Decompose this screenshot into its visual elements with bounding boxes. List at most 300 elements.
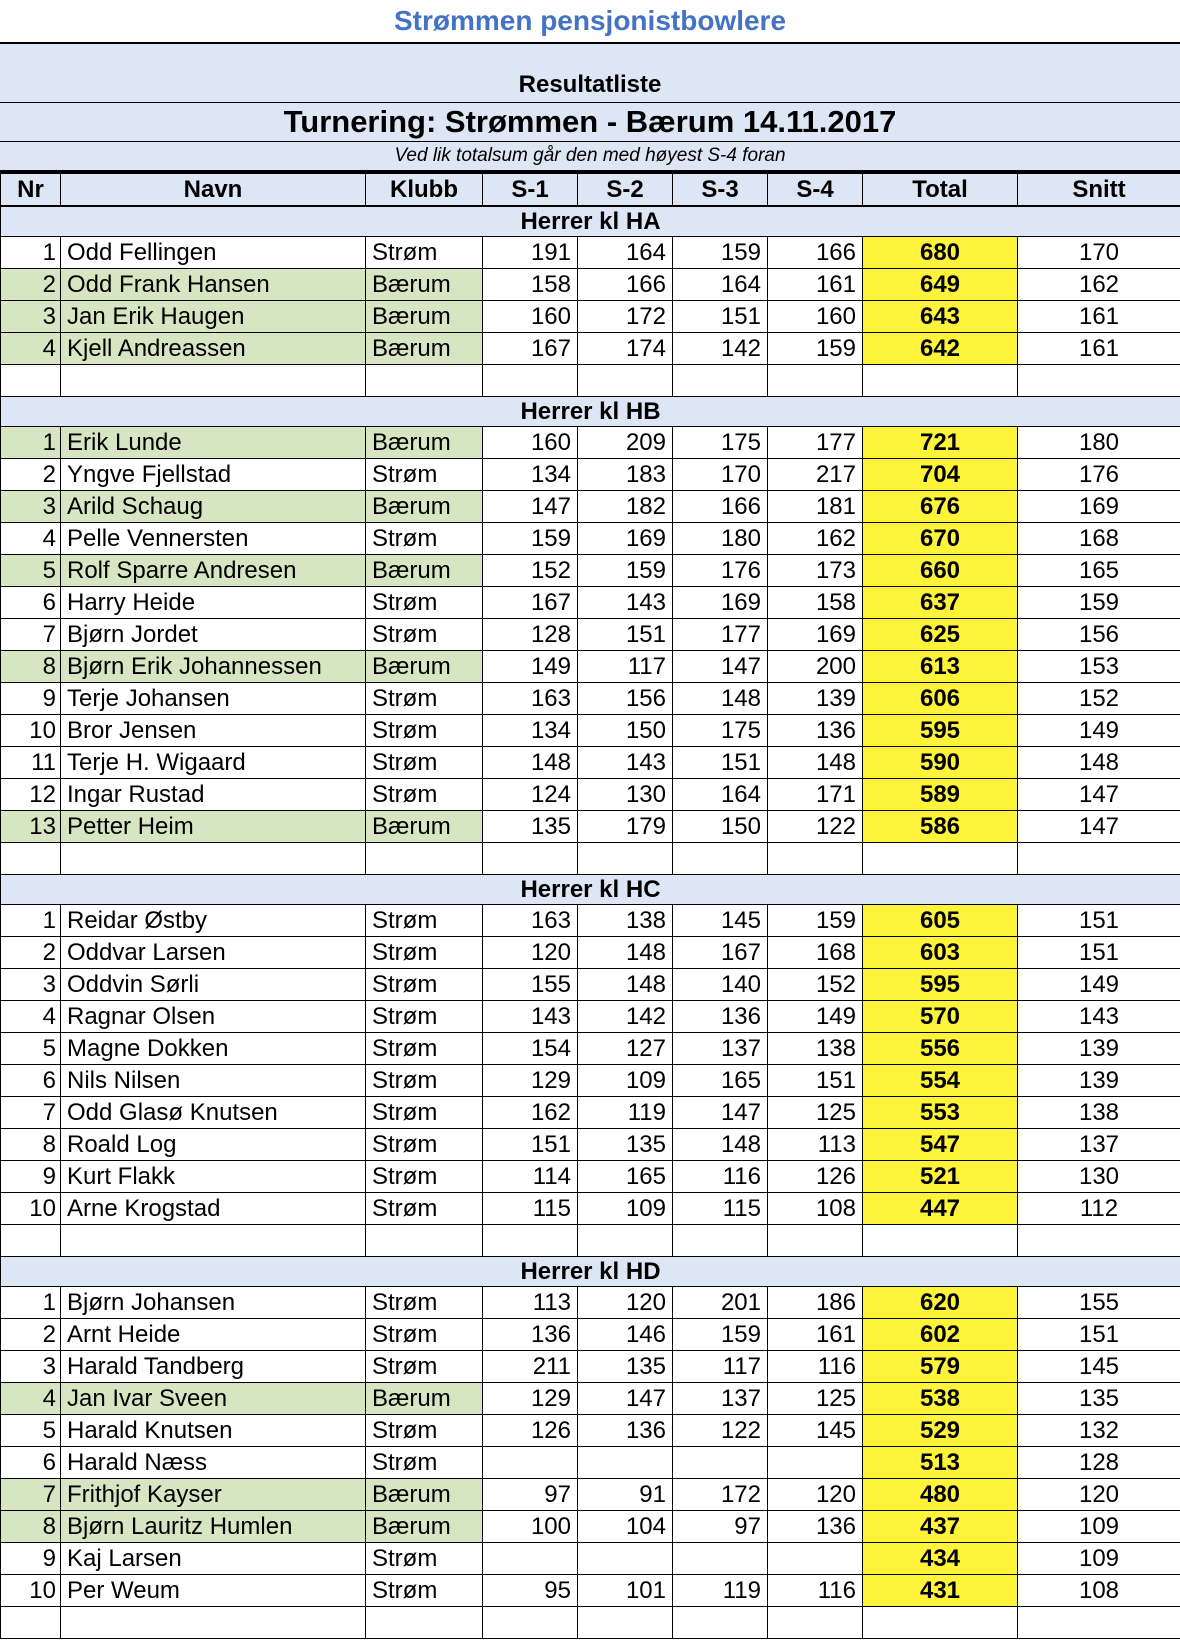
- cell-s4: 108: [768, 1193, 863, 1225]
- cell-klubb: Strøm: [366, 1193, 483, 1225]
- cell-s2: [578, 1447, 673, 1479]
- cell-s2: 148: [578, 937, 673, 969]
- cell-s3: 122: [673, 1415, 768, 1447]
- club-title: Strømmen pensjonistbowlere: [393, 5, 787, 36]
- cell-navn: Jan Erik Haugen: [61, 301, 366, 333]
- cell-s2: 156: [578, 683, 673, 715]
- cell-snitt: 147: [1018, 779, 1180, 811]
- table-row: [1, 301, 1180, 333]
- table-row: [1, 523, 1180, 555]
- cell-s3: [673, 1543, 768, 1575]
- cell-s1: 155: [483, 969, 578, 1001]
- empty-cell: [673, 1225, 768, 1257]
- empty-cell: [768, 1225, 863, 1257]
- spacer-row: [1, 843, 1180, 875]
- table-row: [1, 1543, 1180, 1575]
- cell-klubb: Strøm: [366, 1001, 483, 1033]
- group-title: Herrer kl HC: [1, 875, 1180, 905]
- cell-klubb: Strøm: [366, 969, 483, 1001]
- cell-nr: 1: [1, 237, 61, 269]
- cell-s1: 159: [483, 523, 578, 555]
- empty-cell: [863, 843, 1018, 875]
- group-title: Herrer kl HA: [1, 206, 1180, 237]
- cell-s1: 129: [483, 1383, 578, 1415]
- tiebreak-note-row: [0, 142, 1180, 170]
- cell-nr: 4: [1, 1001, 61, 1033]
- cell-klubb: Strøm: [366, 1161, 483, 1193]
- cell-total: 642: [863, 333, 1018, 365]
- empty-cell: [366, 843, 483, 875]
- cell-s2: 109: [578, 1193, 673, 1225]
- cell-s1: 158: [483, 269, 578, 301]
- cell-snitt: 176: [1018, 459, 1180, 491]
- cell-s2: [578, 1543, 673, 1575]
- cell-s1: 143: [483, 1001, 578, 1033]
- cell-total: 553: [863, 1097, 1018, 1129]
- empty-cell: [578, 843, 673, 875]
- cell-nr: 3: [1, 1351, 61, 1383]
- cell-s1: 100: [483, 1511, 578, 1543]
- table-row: [1, 1193, 1180, 1225]
- cell-nr: 1: [1, 905, 61, 937]
- cell-navn: Pelle Vennersten: [61, 523, 366, 555]
- cell-s1: 113: [483, 1287, 578, 1319]
- cell-s3: 140: [673, 969, 768, 1001]
- cell-s2: 151: [578, 619, 673, 651]
- cell-navn: Bjørn Jordet: [61, 619, 366, 651]
- table-row: [1, 715, 1180, 747]
- cell-s1: 191: [483, 237, 578, 269]
- cell-s2: 101: [578, 1575, 673, 1607]
- cell-klubb: Bærum: [366, 1479, 483, 1511]
- cell-s2: 182: [578, 491, 673, 523]
- cell-s3: 150: [673, 811, 768, 843]
- cell-total: 595: [863, 715, 1018, 747]
- spacer-row: [1, 365, 1180, 397]
- cell-total: 603: [863, 937, 1018, 969]
- cell-snitt: 151: [1018, 1319, 1180, 1351]
- cell-s1: 134: [483, 715, 578, 747]
- cell-total: 602: [863, 1319, 1018, 1351]
- cell-total: 437: [863, 1511, 1018, 1543]
- cell-s4: 152: [768, 969, 863, 1001]
- cell-klubb: Strøm: [366, 1319, 483, 1351]
- cell-total: 547: [863, 1129, 1018, 1161]
- cell-nr: 6: [1, 587, 61, 619]
- table-row: [1, 1383, 1180, 1415]
- cell-total: 625: [863, 619, 1018, 651]
- cell-snitt: 135: [1018, 1383, 1180, 1415]
- cell-s3: 159: [673, 237, 768, 269]
- cell-s4: 136: [768, 715, 863, 747]
- cell-s4: 186: [768, 1287, 863, 1319]
- cell-navn: Erik Lunde: [61, 427, 366, 459]
- cell-s2: 179: [578, 811, 673, 843]
- cell-snitt: 147: [1018, 811, 1180, 843]
- cell-navn: Harald Tandberg: [61, 1351, 366, 1383]
- cell-snitt: 145: [1018, 1351, 1180, 1383]
- cell-s4: 113: [768, 1129, 863, 1161]
- cell-total: 680: [863, 237, 1018, 269]
- cell-total: 579: [863, 1351, 1018, 1383]
- col-header-snitt: Snitt: [1018, 173, 1180, 206]
- cell-s3: 169: [673, 587, 768, 619]
- cell-s3: [673, 1447, 768, 1479]
- table-row: [1, 937, 1180, 969]
- empty-cell: [863, 365, 1018, 397]
- cell-s1: 167: [483, 587, 578, 619]
- cell-snitt: 161: [1018, 333, 1180, 365]
- cell-nr: 2: [1, 937, 61, 969]
- cell-snitt: 168: [1018, 523, 1180, 555]
- group-header-row: [1, 397, 1180, 427]
- cell-s1: 162: [483, 1097, 578, 1129]
- cell-snitt: 159: [1018, 587, 1180, 619]
- cell-klubb: Bærum: [366, 811, 483, 843]
- cell-nr: 4: [1, 523, 61, 555]
- cell-s1: 211: [483, 1351, 578, 1383]
- cell-s4: 120: [768, 1479, 863, 1511]
- cell-snitt: 170: [1018, 237, 1180, 269]
- cell-snitt: 169: [1018, 491, 1180, 523]
- cell-total: 590: [863, 747, 1018, 779]
- table-row: [1, 1129, 1180, 1161]
- table-row: [1, 779, 1180, 811]
- empty-cell: [61, 1607, 366, 1639]
- tiebreak-note: Ved lik totalsum går den med høyest S-4 foran: [394, 145, 786, 166]
- cell-klubb: Strøm: [366, 1033, 483, 1065]
- cell-total: 570: [863, 1001, 1018, 1033]
- table-row: [1, 1447, 1180, 1479]
- table-row: [1, 969, 1180, 1001]
- cell-navn: Roald Log: [61, 1129, 366, 1161]
- tournament-row: [0, 103, 1180, 142]
- subtitle-row: [0, 44, 1180, 103]
- cell-klubb: Strøm: [366, 1415, 483, 1447]
- empty-cell: [366, 1225, 483, 1257]
- cell-snitt: 139: [1018, 1065, 1180, 1097]
- cell-klubb: Bærum: [366, 269, 483, 301]
- cell-nr: 2: [1, 1319, 61, 1351]
- table-row: [1, 1001, 1180, 1033]
- cell-klubb: Strøm: [366, 1287, 483, 1319]
- table-row: [1, 1033, 1180, 1065]
- empty-cell: [1, 1225, 61, 1257]
- cell-s2: 150: [578, 715, 673, 747]
- cell-s3: 172: [673, 1479, 768, 1511]
- cell-klubb: Bærum: [366, 1383, 483, 1415]
- cell-s4: 145: [768, 1415, 863, 1447]
- cell-s1: 163: [483, 905, 578, 937]
- club-title-banner: [0, 0, 1180, 42]
- cell-s4: [768, 1447, 863, 1479]
- cell-s4: 116: [768, 1351, 863, 1383]
- cell-klubb: Bærum: [366, 1511, 483, 1543]
- cell-navn: Odd Fellingen: [61, 237, 366, 269]
- table-row: [1, 269, 1180, 301]
- cell-navn: Magne Dokken: [61, 1033, 366, 1065]
- cell-nr: 10: [1, 1193, 61, 1225]
- cell-s3: 137: [673, 1033, 768, 1065]
- cell-s3: 177: [673, 619, 768, 651]
- group-title: Herrer kl HD: [1, 1257, 1180, 1287]
- table-row: [1, 459, 1180, 491]
- empty-cell: [366, 365, 483, 397]
- tournament-title: Turnering: Strømmen - Bærum 14.11.2017: [283, 104, 897, 139]
- cell-klubb: Bærum: [366, 301, 483, 333]
- cell-navn: Terje H. Wigaard: [61, 747, 366, 779]
- cell-s2: 172: [578, 301, 673, 333]
- empty-cell: [768, 365, 863, 397]
- cell-s3: 151: [673, 301, 768, 333]
- empty-cell: [61, 365, 366, 397]
- cell-total: 637: [863, 587, 1018, 619]
- cell-snitt: 132: [1018, 1415, 1180, 1447]
- table-row: [1, 491, 1180, 523]
- cell-snitt: 180: [1018, 427, 1180, 459]
- cell-navn: Odd Glasø Knutsen: [61, 1097, 366, 1129]
- results-body: [1, 206, 1180, 1639]
- cell-s1: 126: [483, 1415, 578, 1447]
- table-row: [1, 1511, 1180, 1543]
- cell-snitt: 139: [1018, 1033, 1180, 1065]
- empty-cell: [1018, 843, 1180, 875]
- cell-s3: 170: [673, 459, 768, 491]
- empty-cell: [1, 1607, 61, 1639]
- col-header-total: Total: [863, 173, 1018, 206]
- cell-s3: 165: [673, 1065, 768, 1097]
- cell-nr: 5: [1, 1033, 61, 1065]
- cell-klubb: Strøm: [366, 1129, 483, 1161]
- cell-nr: 10: [1, 715, 61, 747]
- cell-s4: 166: [768, 237, 863, 269]
- cell-navn: Oddvar Larsen: [61, 937, 366, 969]
- cell-total: 613: [863, 651, 1018, 683]
- cell-s4: 160: [768, 301, 863, 333]
- cell-s1: 136: [483, 1319, 578, 1351]
- empty-cell: [578, 1607, 673, 1639]
- cell-nr: 9: [1, 683, 61, 715]
- cell-nr: 12: [1, 779, 61, 811]
- empty-cell: [483, 1225, 578, 1257]
- cell-klubb: Bærum: [366, 491, 483, 523]
- group-header-row: [1, 875, 1180, 905]
- cell-total: 595: [863, 969, 1018, 1001]
- cell-s3: 116: [673, 1161, 768, 1193]
- cell-nr: 5: [1, 555, 61, 587]
- table-row: [1, 905, 1180, 937]
- cell-s2: 143: [578, 747, 673, 779]
- empty-cell: [578, 1225, 673, 1257]
- cell-navn: Petter Heim: [61, 811, 366, 843]
- cell-total: 434: [863, 1543, 1018, 1575]
- cell-klubb: Strøm: [366, 1097, 483, 1129]
- cell-navn: Harald Knutsen: [61, 1415, 366, 1447]
- table-row: [1, 1575, 1180, 1607]
- cell-navn: Ragnar Olsen: [61, 1001, 366, 1033]
- cell-s1: 95: [483, 1575, 578, 1607]
- table-row: [1, 651, 1180, 683]
- cell-klubb: Strøm: [366, 619, 483, 651]
- cell-total: 554: [863, 1065, 1018, 1097]
- empty-cell: [1, 843, 61, 875]
- empty-cell: [483, 843, 578, 875]
- cell-s3: 175: [673, 427, 768, 459]
- cell-total: 620: [863, 1287, 1018, 1319]
- cell-s2: 136: [578, 1415, 673, 1447]
- cell-s4: 181: [768, 491, 863, 523]
- spacer-row: [1, 1225, 1180, 1257]
- cell-s1: 160: [483, 301, 578, 333]
- cell-navn: Bjørn Erik Johannessen: [61, 651, 366, 683]
- cell-total: 529: [863, 1415, 1018, 1447]
- cell-s2: 104: [578, 1511, 673, 1543]
- cell-s2: 169: [578, 523, 673, 555]
- cell-s2: 119: [578, 1097, 673, 1129]
- cell-snitt: 155: [1018, 1287, 1180, 1319]
- cell-navn: Ingar Rustad: [61, 779, 366, 811]
- group-header-row: [1, 206, 1180, 237]
- cell-s2: 146: [578, 1319, 673, 1351]
- cell-klubb: Strøm: [366, 523, 483, 555]
- cell-s3: 164: [673, 269, 768, 301]
- cell-s3: 148: [673, 1129, 768, 1161]
- cell-snitt: 138: [1018, 1097, 1180, 1129]
- cell-klubb: Strøm: [366, 715, 483, 747]
- cell-nr: 4: [1, 1383, 61, 1415]
- cell-s4: 149: [768, 1001, 863, 1033]
- cell-snitt: 165: [1018, 555, 1180, 587]
- cell-s3: 175: [673, 715, 768, 747]
- cell-s2: 183: [578, 459, 673, 491]
- empty-cell: [483, 1607, 578, 1639]
- cell-navn: Arne Krogstad: [61, 1193, 366, 1225]
- cell-klubb: Strøm: [366, 587, 483, 619]
- cell-navn: Frithjof Kayser: [61, 1479, 366, 1511]
- cell-klubb: Strøm: [366, 1543, 483, 1575]
- empty-cell: [863, 1225, 1018, 1257]
- cell-s4: 151: [768, 1065, 863, 1097]
- cell-s4: 217: [768, 459, 863, 491]
- empty-cell: [673, 843, 768, 875]
- cell-s4: 162: [768, 523, 863, 555]
- empty-cell: [61, 1225, 366, 1257]
- cell-s3: 145: [673, 905, 768, 937]
- cell-snitt: 149: [1018, 715, 1180, 747]
- col-header-s4: S-4: [768, 173, 863, 206]
- cell-s4: 168: [768, 937, 863, 969]
- cell-s3: 97: [673, 1511, 768, 1543]
- cell-klubb: Strøm: [366, 1351, 483, 1383]
- table-row: [1, 1351, 1180, 1383]
- cell-s2: 165: [578, 1161, 673, 1193]
- cell-s1: 114: [483, 1161, 578, 1193]
- cell-s4: 158: [768, 587, 863, 619]
- cell-navn: Harry Heide: [61, 587, 366, 619]
- cell-navn: Terje Johansen: [61, 683, 366, 715]
- cell-navn: Odd Frank Hansen: [61, 269, 366, 301]
- cell-nr: 5: [1, 1415, 61, 1447]
- cell-navn: Harald Næss: [61, 1447, 366, 1479]
- table-row: [1, 747, 1180, 779]
- cell-s4: 136: [768, 1511, 863, 1543]
- cell-nr: 3: [1, 969, 61, 1001]
- cell-navn: Arnt Heide: [61, 1319, 366, 1351]
- cell-klubb: Strøm: [366, 459, 483, 491]
- table-row: [1, 1479, 1180, 1511]
- cell-s4: 161: [768, 269, 863, 301]
- cell-s1: 135: [483, 811, 578, 843]
- cell-nr: 6: [1, 1065, 61, 1097]
- cell-navn: Bjørn Lauritz Humlen: [61, 1511, 366, 1543]
- empty-cell: [578, 365, 673, 397]
- empty-cell: [863, 1607, 1018, 1639]
- cell-snitt: 137: [1018, 1129, 1180, 1161]
- cell-nr: 1: [1, 427, 61, 459]
- col-header-klubb: Klubb: [366, 173, 483, 206]
- cell-nr: 11: [1, 747, 61, 779]
- cell-s1: 115: [483, 1193, 578, 1225]
- table-row: [1, 811, 1180, 843]
- cell-klubb: Bærum: [366, 651, 483, 683]
- cell-klubb: Strøm: [366, 237, 483, 269]
- cell-s3: 147: [673, 1097, 768, 1129]
- cell-snitt: 128: [1018, 1447, 1180, 1479]
- cell-s3: 151: [673, 747, 768, 779]
- empty-cell: [673, 1607, 768, 1639]
- cell-total: 643: [863, 301, 1018, 333]
- cell-s4: 116: [768, 1575, 863, 1607]
- empty-cell: [1018, 365, 1180, 397]
- group-title: Herrer kl HB: [1, 397, 1180, 427]
- cell-klubb: Strøm: [366, 905, 483, 937]
- cell-s1: 124: [483, 779, 578, 811]
- cell-snitt: 153: [1018, 651, 1180, 683]
- cell-snitt: 152: [1018, 683, 1180, 715]
- cell-nr: 2: [1, 459, 61, 491]
- cell-navn: Reidar Østby: [61, 905, 366, 937]
- cell-total: 556: [863, 1033, 1018, 1065]
- cell-snitt: 149: [1018, 969, 1180, 1001]
- cell-s3: 176: [673, 555, 768, 587]
- cell-klubb: Strøm: [366, 779, 483, 811]
- cell-nr: 7: [1, 1479, 61, 1511]
- cell-klubb: Strøm: [366, 747, 483, 779]
- cell-total: 521: [863, 1161, 1018, 1193]
- cell-snitt: 151: [1018, 905, 1180, 937]
- cell-s1: 134: [483, 459, 578, 491]
- cell-navn: Kjell Andreassen: [61, 333, 366, 365]
- table-row: [1, 1287, 1180, 1319]
- cell-s3: 136: [673, 1001, 768, 1033]
- cell-klubb: Bærum: [366, 333, 483, 365]
- cell-snitt: 162: [1018, 269, 1180, 301]
- cell-snitt: 120: [1018, 1479, 1180, 1511]
- cell-s3: 164: [673, 779, 768, 811]
- cell-total: 676: [863, 491, 1018, 523]
- cell-total: 721: [863, 427, 1018, 459]
- table-row: [1, 237, 1180, 269]
- title-band: [0, 42, 1180, 172]
- cell-s1: 167: [483, 333, 578, 365]
- cell-s4: 171: [768, 779, 863, 811]
- cell-total: 670: [863, 523, 1018, 555]
- cell-s4: 200: [768, 651, 863, 683]
- empty-cell: [1018, 1607, 1180, 1639]
- cell-s4: 125: [768, 1383, 863, 1415]
- results-table: [0, 172, 1180, 1639]
- cell-s1: [483, 1543, 578, 1575]
